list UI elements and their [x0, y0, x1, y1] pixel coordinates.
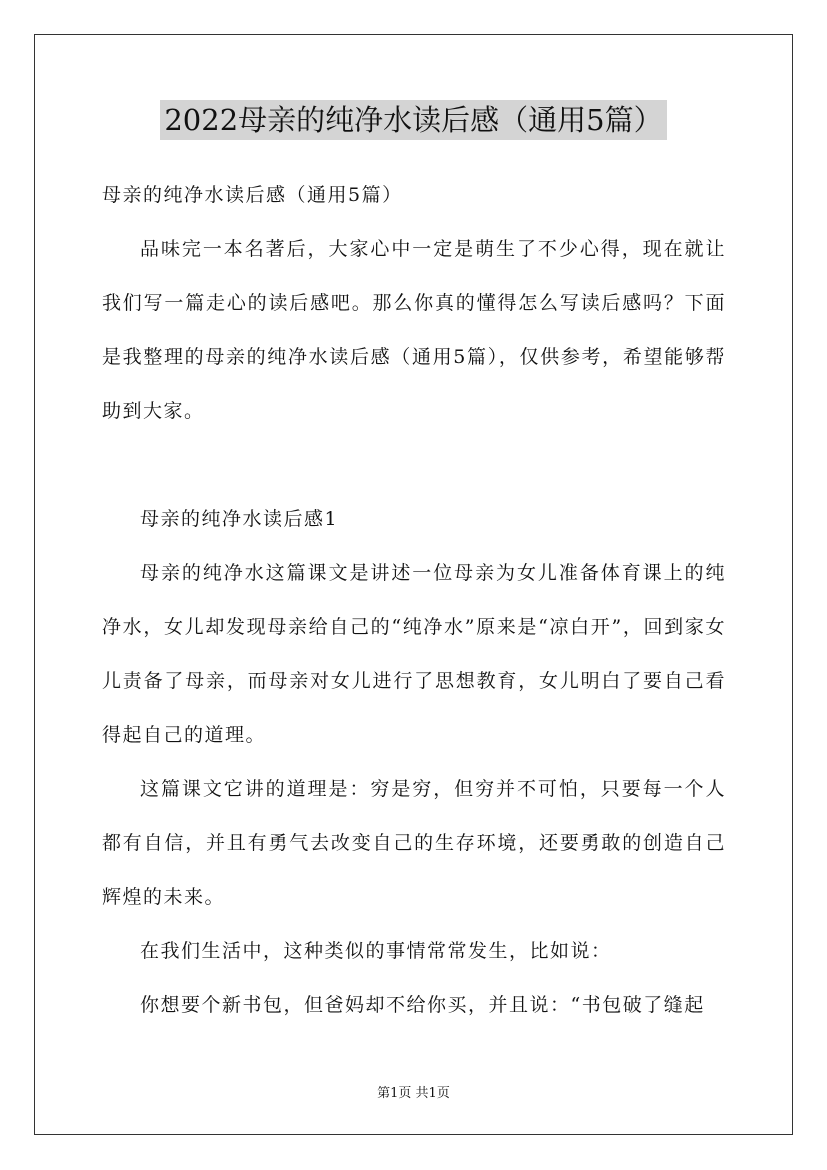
document-subtitle: 母亲的纯净水读后感（通用5篇） — [102, 184, 403, 206]
page-footer: 第1页 共1页 — [377, 1086, 450, 1101]
body-paragraph-2: 这篇课文它讲的道理是：穷是穷，但穷并不可怕，只要每一个人都有自信，并且有勇气去改变自己的生存环境，还要勇敢的创造自己辉煌的未来。 — [102, 778, 726, 908]
document-body — [102, 168, 726, 1032]
section-spacer — [102, 438, 726, 492]
title-container — [0, 100, 827, 140]
document-title: 2022母亲的纯净水读后感（通用5篇） — [160, 100, 666, 140]
intro-paragraph: 品味完一本名著后，大家心中一定是萌生了不少心得，现在就让我们写一篇走心的读后感吧。那么你真的懂得怎么写读后感吗？下面是我整理的母亲的纯净水读后感（通用5篇），仅供参考，希望能够帮助到大家。 — [102, 238, 726, 422]
section-heading: 母亲的纯净水读后感1 — [140, 508, 339, 530]
body-paragraph-3: 在我们生活中，这种类似的事情常常发生，比如说： — [140, 940, 612, 962]
body-paragraph-1: 母亲的纯净水这篇课文是讲述一位母亲为女儿准备体育课上的纯净水，女儿却发现母亲给自己的“纯净水”原来是“凉白开”，回到家女儿责备了母亲，而母亲对女儿进行了思想教育，女儿明白了要自己看得起自己的道理。 — [102, 562, 726, 746]
body-paragraph-4: 你想要个新书包，但爸妈却不给你买，并且说：“书包破了缝起 — [140, 994, 705, 1016]
